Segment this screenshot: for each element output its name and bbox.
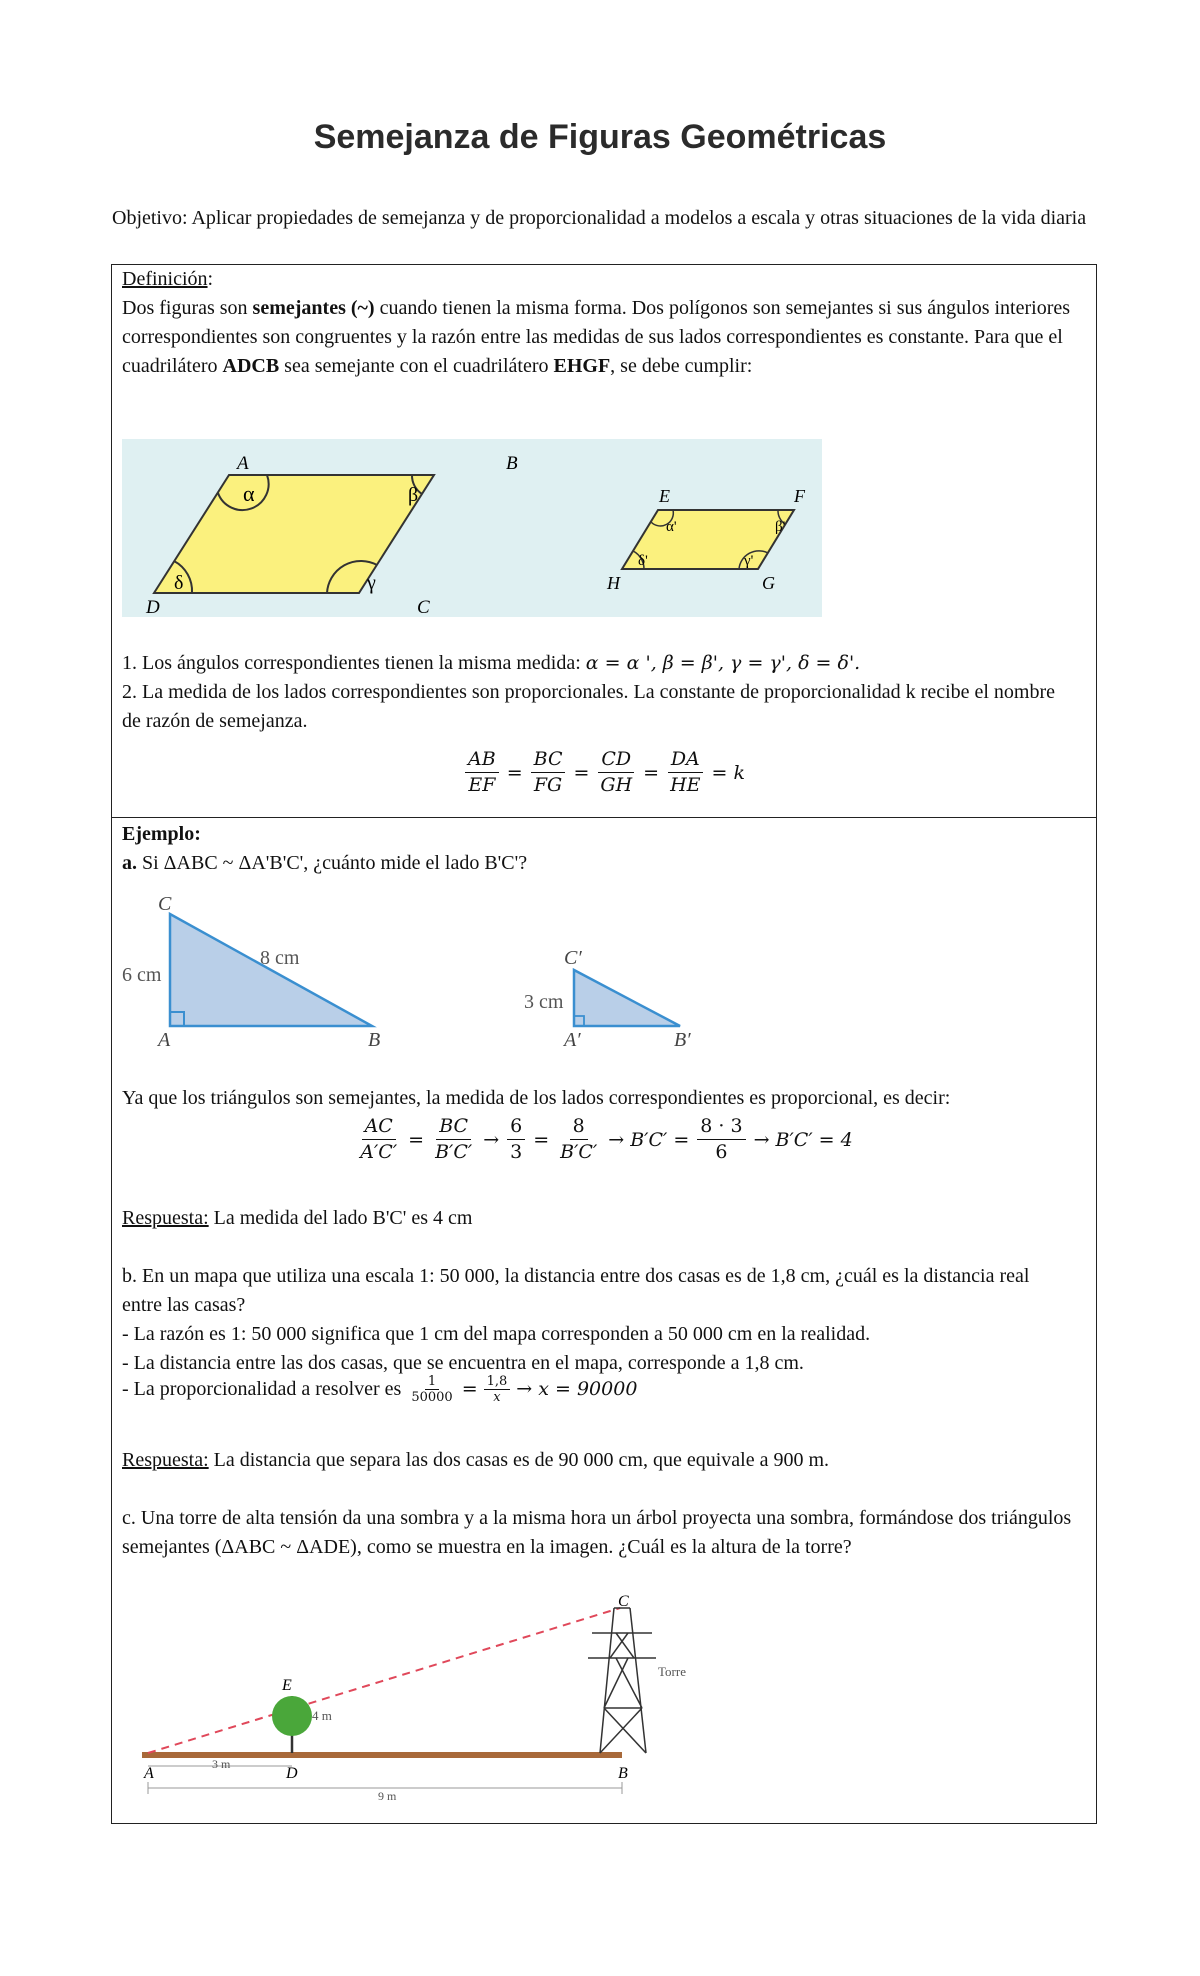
b-frac-x: x — [493, 1390, 501, 1405]
b-frac-50000: 50000 — [411, 1390, 453, 1405]
beta-label: β — [408, 484, 419, 506]
tower-label: Torre — [658, 1664, 686, 1679]
example-a-label: a. — [122, 852, 137, 874]
triangles-figure — [122, 878, 722, 1048]
gamma-prime-label: γ' — [744, 553, 754, 569]
equals-sign: = — [408, 1128, 425, 1151]
equals-sign: = — [506, 761, 523, 784]
equals-sign: = — [533, 1128, 550, 1151]
arrow: → — [753, 1128, 770, 1151]
example-b-question: b. En un mapa que utiliza una escala 1: 50 000, la distancia entre dos casas es de 1,8 cm, ¿cuál es la distancia real entre las casas? — [122, 1265, 1030, 1316]
semejantes-term: semejantes (~) — [252, 297, 375, 319]
answer-a-text: La medida del lado B'C' es 4 cm — [208, 1207, 473, 1229]
dimension-ab-label: 9 m — [378, 1789, 397, 1800]
tri1-side-ac: 6 cm — [122, 964, 162, 986]
ratio-k: k — [733, 761, 745, 784]
gamma-label: γ — [367, 572, 376, 594]
definition-text-1: Dos figuras son — [122, 297, 253, 319]
tree-height-label: 4 m — [312, 1708, 332, 1723]
calc-6-denominator: 6 — [715, 1141, 728, 1163]
example-b-line-3-text: - La proporcionalidad a resolver es — [122, 1378, 407, 1400]
item-1 — [122, 649, 1072, 678]
equals-sign: = — [673, 1128, 690, 1151]
definition-text-4: , se debe cumplir: — [610, 355, 753, 377]
item-1-text: 1. Los ángulos correspondientes tienen la misma medida: — [122, 652, 586, 674]
vertex-g-label: G — [762, 573, 775, 593]
calc-6: 6 — [507, 1114, 525, 1140]
vertex-c-label: C — [417, 597, 430, 617]
point-e-label: E — [282, 1677, 292, 1694]
shadow-ray — [148, 1608, 620, 1753]
calculation-formula — [112, 1114, 1096, 1165]
calc-result: B′C′ = 4 — [775, 1128, 853, 1151]
arrow: → — [483, 1128, 500, 1151]
calc-8-times-3: 8 · 3 — [697, 1114, 745, 1140]
item-1-math: α = α ', β = β', γ = γ', δ = δ'. — [585, 652, 861, 674]
delta-prime-label: δ' — [638, 553, 648, 569]
tri1-side-bc: 8 cm — [260, 947, 300, 969]
calc-a-prime-c-prime: A′C′ — [360, 1141, 398, 1163]
definition-box — [111, 264, 1097, 818]
example-a-question: Si ΔABC ~ ΔA'B'C', ¿cuánto mide el lado B'C'? — [137, 852, 528, 874]
calc-8: 8 — [570, 1114, 588, 1140]
tri1-vertex-b: B — [368, 1029, 381, 1048]
tri2-vertex-a: A′ — [564, 1029, 581, 1048]
equals-sign: = — [573, 761, 590, 784]
calc-3: 3 — [510, 1141, 523, 1163]
b-frac-1-8: 1,8 — [484, 1374, 511, 1390]
tri2-vertex-b: B′ — [674, 1029, 691, 1048]
example-b-line-1: - La razón es 1: 50 000 significa que 1 cm del mapa corresponden a 50 000 cm en la realidad. — [122, 1323, 871, 1345]
tri2-vertex-c: C′ — [564, 947, 582, 969]
ratio-he: HE — [670, 774, 701, 796]
ratio-cd: CD — [598, 747, 634, 773]
point-b-label: B — [618, 1765, 628, 1782]
tower-icon — [588, 1608, 656, 1753]
definition-paragraph — [122, 265, 1072, 381]
definition-heading-colon: : — [207, 268, 214, 290]
tree-crown — [272, 1696, 312, 1736]
ratio-gh: GH — [600, 774, 633, 796]
vertex-d-label: D — [146, 597, 160, 617]
page-title: Semejanza de Figuras Geométricas — [313, 118, 887, 156]
quad-adcb: ADCB — [222, 355, 280, 377]
example-b-line-2: - La distancia entre las dos casas, que se encuentra en el mapa, corresponde a 1,8 cm. — [122, 1352, 804, 1374]
ratio-fg: FG — [533, 774, 563, 796]
item-2: 2. La medida de los lados correspondientes son proporcionales. La constante de proporcionalidad k recibe el nombre de razón de semejanza. — [122, 681, 1056, 732]
definition-text-2: cuando tienen la misma forma. Dos polígonos son semejantes si sus ángulos interiores correspondientes son congruentes y la razón entre las medidas de sus lados correspondientes es constante. Para que el cuadrilátero — [122, 297, 1071, 377]
equals-sign: = — [643, 761, 660, 784]
equals-sign: = — [461, 1378, 478, 1400]
answer-a-label: Respuesta: — [122, 1207, 209, 1229]
b-frac-1: 1 — [425, 1374, 439, 1390]
quad-ehgf: EHGF — [553, 355, 611, 377]
point-a-label: A — [144, 1765, 154, 1782]
tri1-vertex-c: C — [158, 893, 172, 915]
vertex-e-label: E — [659, 486, 670, 506]
alpha-prime-label: α' — [666, 519, 677, 535]
beta-prime-label: β' — [775, 519, 786, 535]
answer-a — [122, 1204, 1072, 1233]
calc-b-prime-c-prime-2: B′C′ — [560, 1141, 598, 1163]
definition-heading: Definición — [122, 268, 208, 290]
tri2-side-ac: 3 cm — [524, 991, 564, 1013]
example-c-question: c. Una torre de alta tensión da una sombra y a la misma hora un árbol proyecta una sombra, formándose dos triángulos semejantes (ΔABC ~ ΔADE), como se muestra en la imagen. ¿Cuál es la altura de la torre? — [122, 1507, 1072, 1558]
objective-text: Objetivo: Aplicar propiedades de semejanza y de proporcionalidad a modelos a escala y otras situaciones de la vida diaria — [112, 207, 1087, 229]
calc-ac: AC — [362, 1114, 396, 1140]
definition-text-3: sea semejante con el cuadrilátero — [279, 355, 554, 377]
example-heading: Ejemplo: — [122, 823, 201, 845]
arrow: → — [608, 1128, 625, 1151]
parallelograms-figure — [122, 439, 822, 617]
since-text: Ya que los triángulos son semejantes, la medida de los lados correspondientes es proporcional, es decir: — [122, 1087, 951, 1109]
point-c-label: C — [618, 1593, 629, 1610]
vertex-h-label: H — [607, 573, 620, 593]
calc-b-prime-c-prime: B′C′ — [435, 1141, 473, 1163]
vertex-a-label: A — [237, 453, 249, 474]
example-heading-block — [122, 820, 1072, 878]
example-b-line-3 — [122, 1374, 1072, 1405]
answer-b — [122, 1446, 1072, 1475]
vertex-f-label: F — [794, 486, 805, 506]
vertex-b-label: B — [506, 453, 518, 474]
answer-b-label: Respuesta: — [122, 1449, 209, 1471]
example-box — [111, 818, 1097, 1824]
answer-b-text: La distancia que separa las dos casas es de 90 000 cm, que equivale a 900 m. — [208, 1449, 830, 1471]
ratio-ef: EF — [468, 774, 496, 796]
alpha-label: α — [243, 481, 255, 506]
calc-bc-unknown: B′C′ — [630, 1128, 668, 1151]
calc-bc: BC — [436, 1114, 471, 1140]
dimension-ad-label: 3 m — [212, 1757, 231, 1771]
ratio-da: DA — [668, 747, 703, 773]
tri1-vertex-a: A — [158, 1029, 171, 1048]
triangle-abc — [170, 914, 372, 1026]
equals-sign: = — [711, 761, 728, 784]
b-result: → x = 90000 — [516, 1378, 638, 1400]
ratio-bc: BC — [531, 747, 566, 773]
ratio-ab: AB — [465, 747, 499, 773]
tower-shadow-figure — [142, 1588, 702, 1800]
triangle-a-prime-b-prime-c-prime — [574, 970, 680, 1026]
point-d-label: D — [286, 1765, 298, 1782]
delta-label: δ — [174, 572, 184, 594]
similarity-ratio-formula — [112, 747, 1096, 798]
